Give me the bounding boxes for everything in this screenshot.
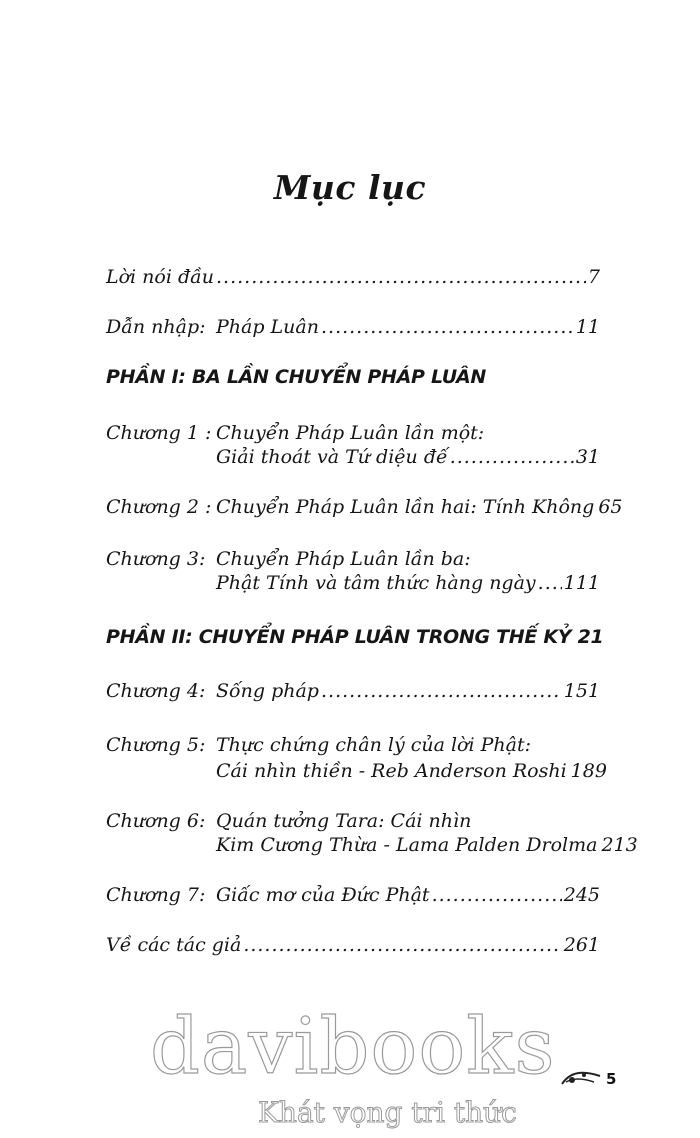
chapter-title-line1: Chuyển Pháp Luân lần hai: Tính Không [216,496,595,518]
chapter-label: Chương 3: [106,548,206,570]
part-heading-2: PHẦN II: CHUYỂN PHÁP LUÂN TRONG THẾ KỶ 21 [106,626,604,648]
page-title: Mục lục [273,168,427,207]
toc-page-number: 151 [563,680,600,702]
toc-entry-ch5-cont [106,756,607,786]
chapter-title-line1: Thực chứng chân lý của lời Phật: [216,734,531,756]
chapter-label: Chương 1 : [106,422,212,444]
chapter-title-line2: Kim Cương Thừa - Lama Palden Drolma [216,834,598,856]
toc-entry-ch2 [106,492,623,522]
toc-entry-authors [106,930,600,960]
toc-entry-intro [106,312,600,342]
toc-entry-label: Lời nói đầu [106,266,215,288]
chapter-label: Chương 5: [106,734,206,756]
page-number: 5 [606,1070,617,1088]
toc-entry-preface [106,262,600,292]
toc-entry-ch3-cont [106,568,600,598]
leader-dots [450,442,574,472]
chapter-title-line1: Giấc mơ của Đức Phật [216,884,430,906]
chapter-label: Chương 6: [106,810,206,832]
toc-page-number: 189 [570,760,607,782]
leader-dots [216,262,586,292]
toc-entry-title: Pháp Luân [216,316,319,338]
leader-dots [321,676,562,706]
watermark-tagline: Khát vọng tri thức [258,1096,517,1129]
leader-dots [432,880,562,910]
toc-page-number: 245 [563,884,600,906]
chapter-title-line1: Chuyển Pháp Luân lần ba: [216,548,471,570]
toc-entry-ch7 [106,880,600,910]
chapter-title-line2: Cái nhìn thiền - Reb Anderson Roshi [216,760,567,782]
ornament-icon [560,1066,604,1088]
toc-entry-label: Về các tác giả [106,934,242,956]
chapter-title-line1: Sống pháp [216,680,319,702]
toc-page-number: 213 [601,834,638,856]
toc-entry-ch1-cont [106,442,600,472]
chapter-label: Chương 7: [106,884,206,906]
chapter-title-line1: Quán tưởng Tara: Cái nhìn [216,810,472,832]
chapter-title-line2: Phật Tính và tâm thức hàng ngày [216,572,536,594]
chapter-label: Chương 2 : [106,496,212,518]
chapter-title-line2: Giải thoát và Tứ diệu đế [216,446,448,468]
toc-page-number: 31 [575,446,600,468]
toc-page-number: 7 [587,266,600,288]
part-heading-1: PHẦN I: BA LẦN CHUYỂN PHÁP LUÂN [106,366,487,388]
toc-page-number: 261 [563,934,600,956]
watermark-brand: davibooks [150,1002,556,1092]
chapter-label: Chương 4: [106,680,206,702]
toc-entry-ch6-cont [106,830,638,860]
chapter-title-line1: Chuyển Pháp Luân lần một: [216,422,485,444]
toc-entry-ch4 [106,676,600,706]
toc-page-number: 65 [598,496,623,518]
toc-page-number: 11 [575,316,600,338]
leader-dots [243,930,561,960]
leader-dots [538,568,562,598]
toc-page-number: 111 [563,572,600,594]
leader-dots [321,312,574,342]
toc-entry-label: Dẫn nhập: [106,316,206,338]
